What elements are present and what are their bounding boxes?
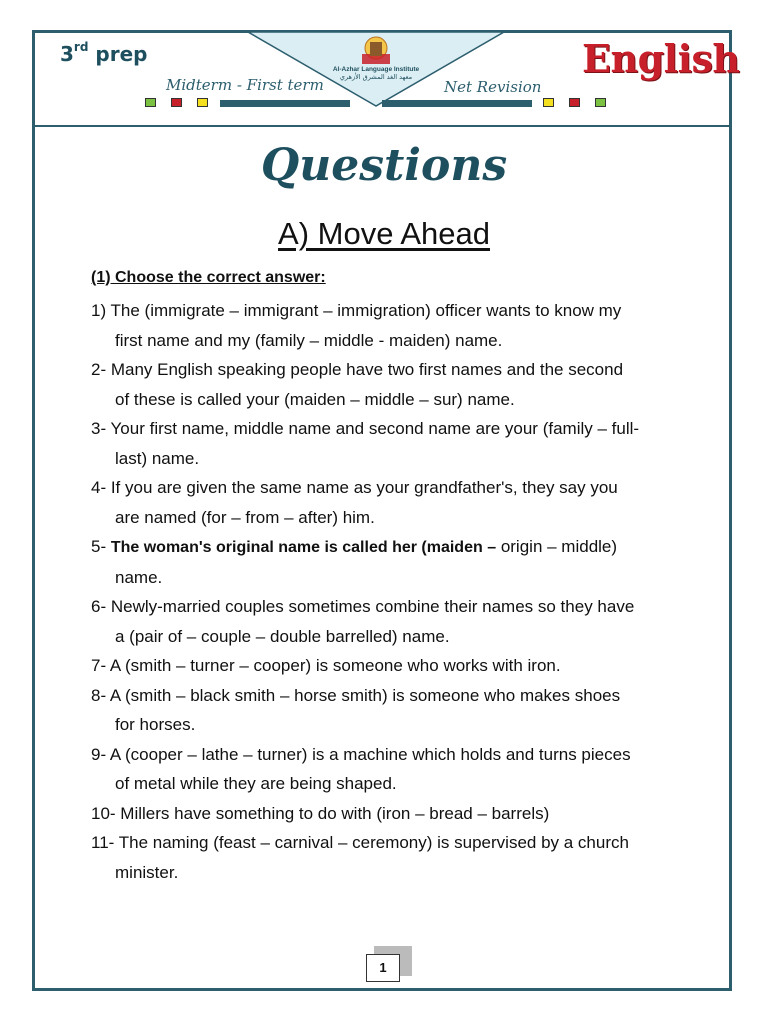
question-item bbox=[91, 828, 691, 887]
logo-text-ar: معهد الغد المشرق الأزهري bbox=[339, 73, 413, 81]
question-line-cont: for horses. bbox=[115, 715, 196, 734]
header-bar-right bbox=[382, 100, 532, 107]
grade-number: 3 bbox=[60, 42, 74, 66]
institute-logo bbox=[248, 32, 504, 108]
question-item bbox=[91, 681, 691, 740]
yellow-square-icon bbox=[543, 98, 554, 107]
question-line-cont: a (pair of – couple – double barrelled) name. bbox=[115, 626, 450, 646]
question-item bbox=[91, 799, 691, 829]
yellow-square-icon bbox=[197, 98, 208, 107]
midterm-label: Midterm - First term bbox=[166, 76, 324, 94]
section-heading: A) Move Ahead bbox=[278, 216, 490, 251]
grade-suffix: rd bbox=[73, 40, 89, 55]
question-item bbox=[91, 414, 691, 473]
question-line-cont: first name and my (family – middle - maiden) name. bbox=[115, 330, 503, 350]
page-title: Questions bbox=[260, 140, 508, 191]
question-item bbox=[91, 296, 691, 355]
question-line bbox=[91, 532, 691, 563]
question-line: 8- A (smith – black smith – horse smith) is someone who makes shoes bbox=[91, 685, 621, 705]
green-square-icon bbox=[145, 98, 156, 107]
question-item bbox=[91, 532, 691, 592]
question-bold-text: The woman's original name is called her (maiden – bbox=[110, 539, 497, 556]
question-list bbox=[91, 296, 691, 887]
question-item bbox=[91, 740, 691, 799]
question-line-cont: last) name. bbox=[115, 448, 200, 468]
grade-word: prep bbox=[95, 42, 148, 66]
red-square-icon bbox=[569, 98, 580, 107]
question-line-cont: name. bbox=[115, 567, 163, 587]
question-item bbox=[91, 473, 691, 532]
question-rest-text: origin – middle) bbox=[496, 537, 618, 556]
green-square-icon bbox=[595, 98, 606, 107]
instruction: (1) Choose the correct answer: bbox=[91, 269, 326, 286]
question-prefix: 5- bbox=[91, 537, 111, 556]
question-line: 4- If you are given the same name as your grandfather's, they say you bbox=[91, 478, 618, 497]
question-line: 2- Many English speaking people have two first names and the second bbox=[91, 360, 624, 379]
question-line-cont: of these is called your (maiden – middle – sur) name. bbox=[115, 389, 515, 409]
question-line-cont: minister. bbox=[115, 862, 179, 882]
net-revision-label: Net Revision bbox=[444, 78, 542, 96]
question-item bbox=[91, 355, 691, 414]
question-line: 3- Your first name, middle name and second name are your (family – full- bbox=[91, 419, 640, 438]
question-line: 9- A (cooper – lathe – turner) is a machine which holds and turns pieces bbox=[91, 744, 631, 764]
logo-text-en: Al-Azhar Language Institute bbox=[332, 66, 420, 73]
header-divider bbox=[35, 125, 732, 127]
question-line: 7- A (smith – turner – cooper) is someone who works with iron. bbox=[91, 656, 561, 675]
grade-label bbox=[60, 42, 147, 66]
header-bar-left bbox=[220, 100, 350, 107]
subject-title: English bbox=[582, 36, 740, 81]
question-line: 1) The (immigrate – immigrant – immigration) officer wants to know my bbox=[91, 301, 622, 320]
question-line: 11- The naming (feast – carnival – ceremony) is supervised by a church bbox=[91, 833, 629, 852]
question-line-cont: are named (for – from – after) him. bbox=[115, 507, 375, 527]
question-item bbox=[91, 651, 691, 681]
question-line: 6- Newly-married couples sometimes combine their names so they have bbox=[91, 597, 635, 616]
red-square-icon bbox=[171, 98, 182, 107]
question-line-cont: of metal while they are being shaped. bbox=[115, 774, 397, 793]
question-item bbox=[91, 592, 691, 651]
page-number: 1 bbox=[366, 954, 400, 982]
question-line: 10- Millers have something to do with (iron – bread – barrels) bbox=[91, 803, 550, 823]
